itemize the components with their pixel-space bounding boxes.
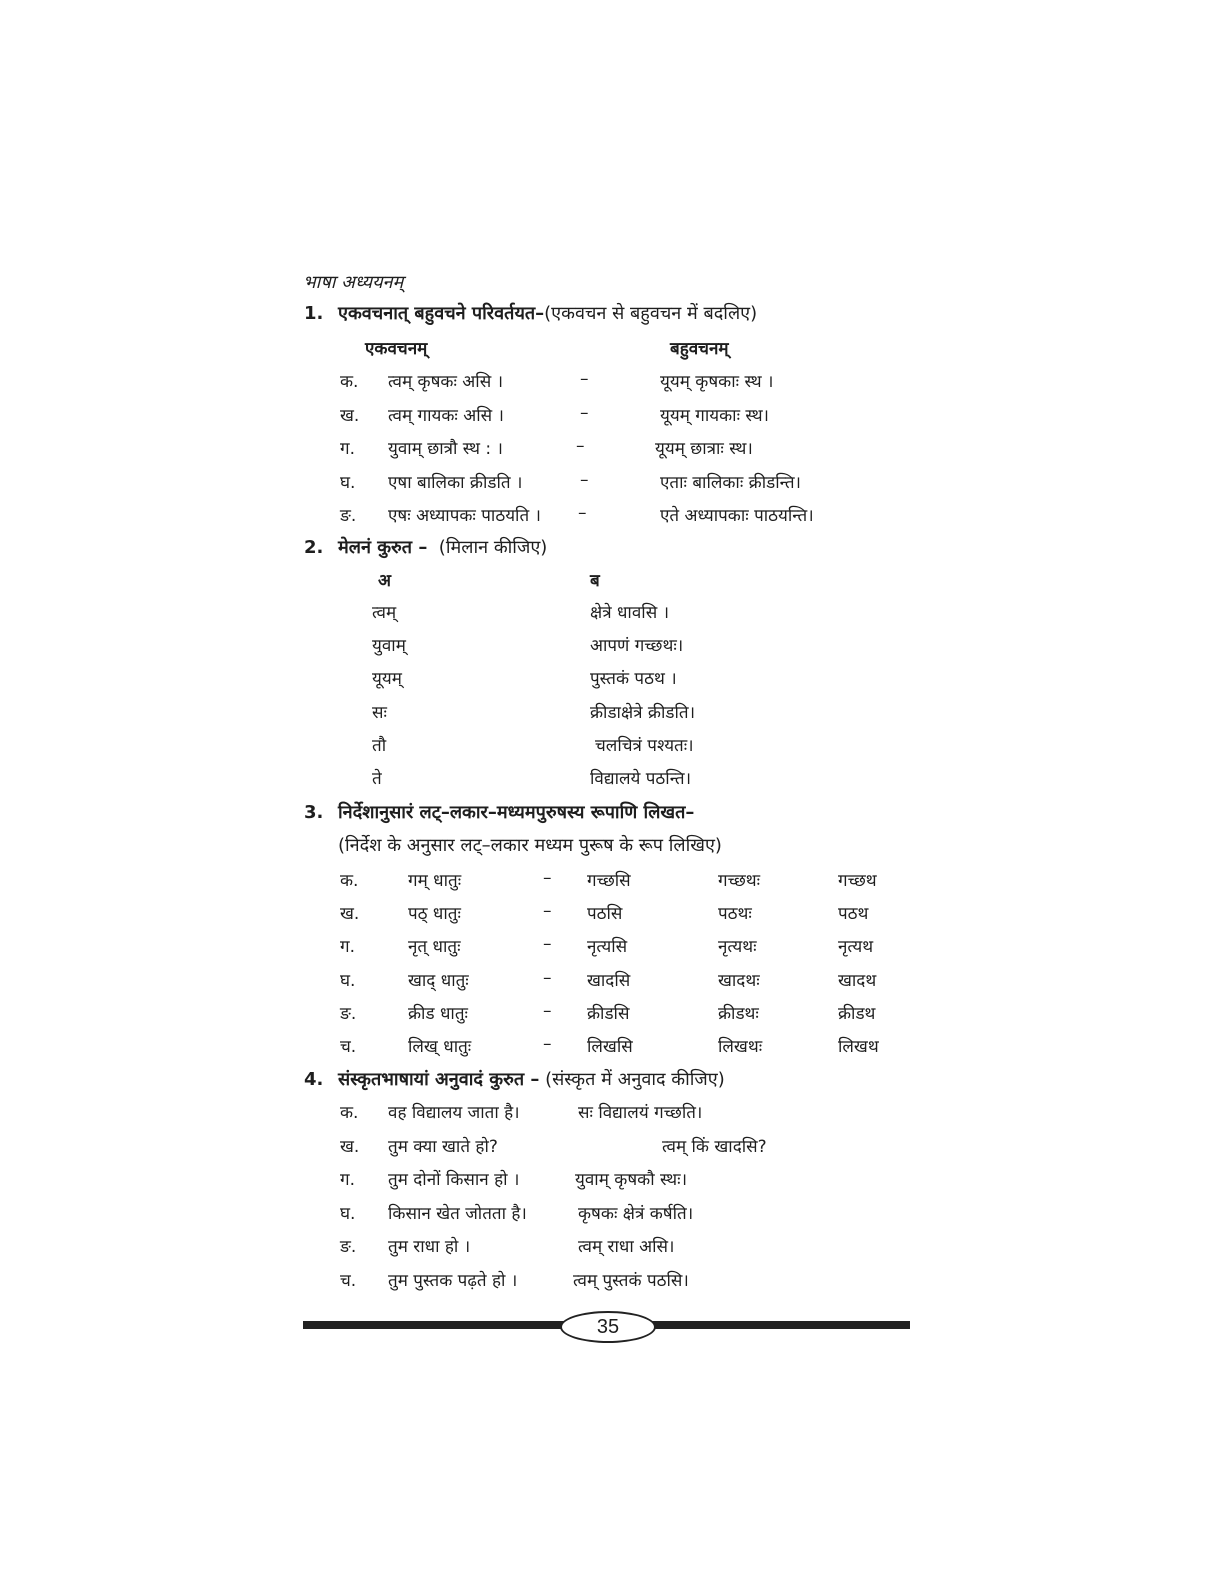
q4-row-sanskrit: त्वम् राधा असि।	[578, 1237, 675, 1257]
q3-title: निर्देशानुसारं लट्–लकार–मध्यमपुरुषस्य रूपाणि लिखत–	[338, 802, 695, 823]
q4-row-label: च.	[340, 1270, 357, 1291]
q1-row-plural: यूयम् छात्राः स्थ।	[655, 439, 753, 459]
q1-row-singular: एषा बालिका क्रीडति ।	[388, 472, 523, 493]
q4-row-sanskrit: कृषकः क्षेत्रं कर्षति।	[578, 1203, 694, 1224]
q1-row-dash: –	[578, 503, 587, 523]
q1-row-label: घ.	[340, 472, 356, 493]
q3-row-label: च.	[340, 1037, 357, 1057]
q3-row-form3: लिखथ	[838, 1037, 879, 1057]
q3-row-label: घ.	[340, 970, 356, 991]
q3-row-form2: गच्छथः	[718, 871, 761, 891]
q3-row-form1: लिखसि	[587, 1037, 633, 1057]
q4-row-label: ख.	[340, 1136, 360, 1157]
q2-title: मेलनं कुरुत –	[338, 537, 428, 558]
q4-row-label: ङ.	[340, 1237, 357, 1257]
q2-row-a: त्वम्	[372, 603, 397, 623]
q1-row-dash: –	[580, 369, 589, 389]
q1-col-singular: एकवचनम्	[365, 339, 428, 359]
q1-row-plural: एते अध्यापकाः पाठयन्ति।	[660, 506, 814, 526]
q3-subtitle: (निर्देश के अनुसार लट्–लकार मध्यम पुरूष के रूप लिखिए)	[338, 835, 722, 856]
q3-row-dash: –	[543, 868, 552, 888]
q4-number: 4.	[304, 1069, 324, 1090]
q4-heading	[338, 1067, 725, 1091]
q3-row-form1: क्रीडसि	[587, 1003, 630, 1024]
q4-row-label: क.	[340, 1103, 359, 1123]
q3-row-label: ग.	[340, 937, 355, 958]
q3-row-form3: नृत्यथ	[838, 937, 874, 958]
q3-row-dash: –	[543, 1034, 552, 1054]
q3-row-form2: खादथः	[718, 970, 760, 991]
q3-row-root: गम् धातुः	[408, 871, 462, 891]
q4-row-hindi: तुम क्या खाते हो?	[388, 1136, 498, 1157]
q1-row-singular: युवाम् छात्रौ स्थ : ।	[388, 439, 503, 459]
q2-row-a: तौ	[372, 735, 387, 756]
q1-row-label: ग.	[340, 439, 355, 459]
q3-row-dash: –	[543, 934, 552, 955]
q4-row-hindi: तुम पुस्तक पढ़ते हो ।	[388, 1270, 518, 1291]
q3-row-root: पठ् धातुः	[408, 904, 461, 925]
q3-row-form3: गच्छथ	[838, 871, 877, 891]
q2-row-b: क्रीडाक्षेत्रे क्रीडति।	[590, 702, 696, 723]
q1-row-dash: –	[580, 469, 589, 490]
q1-row-singular: एषः अध्यापकः पाठयति ।	[388, 506, 541, 526]
q3-row-root: लिख् धातुः	[408, 1037, 472, 1057]
q1-heading	[338, 301, 757, 325]
q4-row-label: घ.	[340, 1203, 356, 1224]
q4-title: संस्कृतभाषायां अनुवादं कुरुत –	[338, 1069, 540, 1090]
q1-title: एकवचनात् बहुवचने परिवर्तयत–	[338, 303, 545, 324]
q2-col-b: ब	[590, 571, 600, 591]
q1-subtitle: (एकवचन से बहुवचन में बदलिए)	[544, 303, 758, 324]
q3-row-label: क.	[340, 871, 359, 891]
q4-subtitle: (संस्कृत में अनुवाद कीजिए)	[545, 1069, 725, 1090]
q2-row-b: क्षेत्रे धावसि ।	[590, 603, 670, 623]
section-heading: भाषा अध्ययनम्	[303, 272, 404, 293]
q1-row-dash: –	[576, 436, 585, 456]
q3-row-form3: क्रीडथ	[838, 1003, 876, 1024]
page-number: 35	[560, 1311, 656, 1343]
q3-row-label: ङ.	[340, 1003, 357, 1024]
q1-row-label: क.	[340, 372, 359, 392]
q1-row-plural: यूयम् गायकाः स्थ।	[660, 405, 769, 426]
q4-row-label: ग.	[340, 1170, 355, 1190]
q1-row-dash: –	[580, 402, 589, 423]
q3-row-root: खाद् धातुः	[408, 970, 469, 991]
q2-row-b: पुस्तकं पठथ ।	[590, 669, 677, 690]
q2-row-b: चलचित्रं पश्यतः।	[595, 735, 694, 756]
q3-row-root: क्रीड धातुः	[408, 1003, 468, 1024]
q1-row-label: ख.	[340, 405, 360, 426]
q3-row-form2: लिखथः	[718, 1037, 763, 1057]
q1-row-plural: यूयम् कृषकाः स्थ ।	[660, 372, 774, 392]
q3-row-form3: खादथ	[838, 970, 877, 991]
q3-row-form1: पठसि	[587, 904, 623, 925]
q2-row-a: ते	[372, 769, 382, 789]
q2-number: 2.	[304, 537, 324, 558]
q3-row-root: नृत् धातुः	[408, 937, 461, 958]
q3-row-form1: खादसि	[587, 970, 631, 991]
q1-row-singular: त्वम् गायकः असि ।	[388, 405, 504, 426]
q2-row-a: सः	[372, 702, 387, 723]
q4-row-sanskrit: युवाम् कृषकौ स्थः।	[575, 1170, 688, 1190]
q2-row-b: विद्यालये पठन्ति।	[590, 769, 692, 789]
q3-row-dash: –	[543, 967, 552, 988]
q3-row-form2: क्रीडथः	[718, 1003, 759, 1024]
q3-row-form1: नृत्यसि	[587, 937, 628, 958]
q2-heading	[338, 535, 547, 559]
q3-row-dash: –	[543, 1000, 552, 1021]
q4-row-sanskrit: त्वम् किं खादसि?	[662, 1136, 767, 1157]
q2-subtitle: (मिलान कीजिए)	[438, 537, 548, 558]
q3-row-form2: पठथः	[718, 904, 752, 925]
q3-row-form1: गच्छसि	[587, 871, 631, 891]
q2-col-a: अ	[378, 571, 391, 591]
q3-row-label: ख.	[340, 904, 360, 925]
q1-row-plural: एताः बालिकाः क्रीडन्ति।	[660, 472, 801, 493]
q3-row-form2: नृत्यथः	[718, 937, 757, 958]
q2-row-a: यूयम्	[372, 669, 402, 690]
q2-row-a: युवाम्	[372, 636, 406, 657]
q3-number: 3.	[304, 802, 324, 823]
q4-row-hindi: तुम दोनों किसान हो ।	[388, 1170, 520, 1190]
q1-row-label: ङ.	[340, 506, 357, 526]
q1-number: 1.	[304, 303, 324, 324]
q3-row-form3: पठथ	[838, 904, 869, 925]
q1-row-singular: त्वम् कृषकः असि ।	[388, 372, 504, 392]
q1-col-plural: बहुवचनम्	[670, 339, 729, 359]
q4-row-hindi: किसान खेत जोतता है।	[388, 1203, 527, 1224]
q2-row-b: आपणं गच्छथः।	[590, 636, 684, 657]
q4-row-hindi: तुम राधा हो ।	[388, 1237, 471, 1257]
q4-row-sanskrit: त्वम् पुस्तकं पठसि।	[573, 1270, 689, 1291]
q3-row-dash: –	[543, 901, 552, 922]
q4-row-sanskrit: सः विद्यालयं गच्छति।	[578, 1103, 703, 1123]
q3-heading	[338, 800, 694, 824]
q4-row-hindi: वह विद्यालय जाता है।	[388, 1103, 520, 1123]
